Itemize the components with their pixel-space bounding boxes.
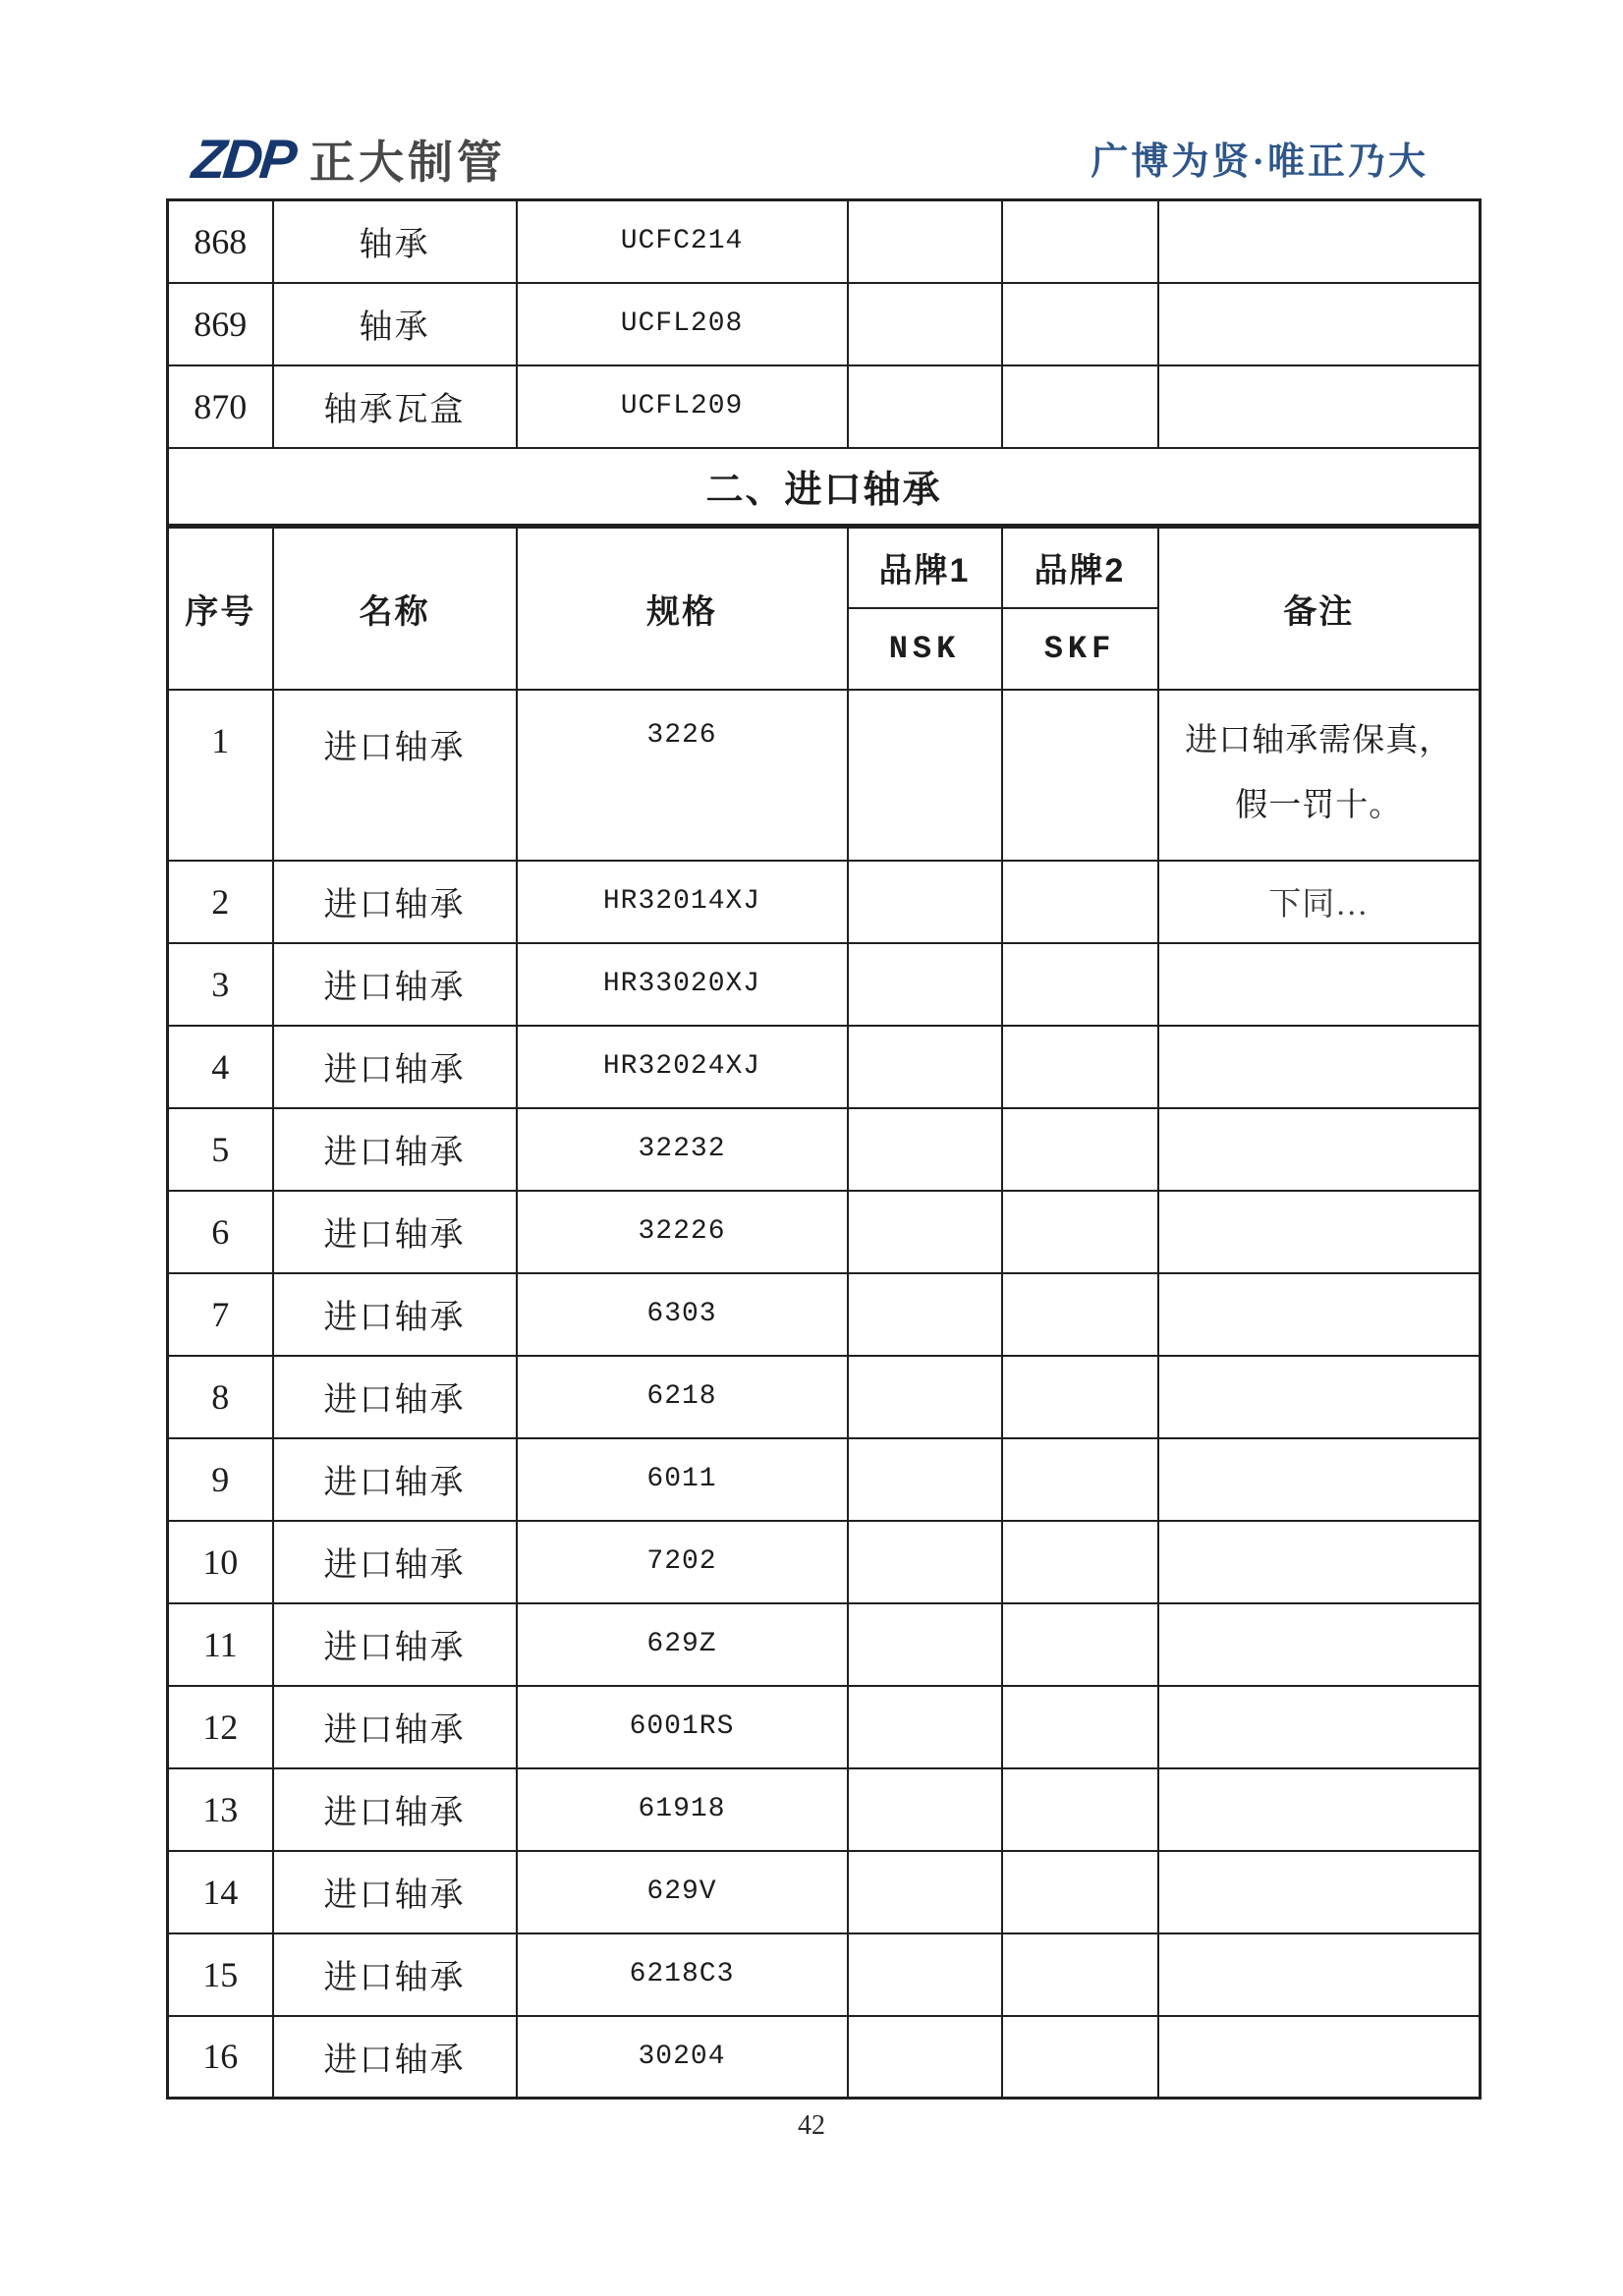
table-row [168, 200, 1481, 283]
cell-brand1 [848, 1191, 1002, 1273]
cell-remark [1158, 1026, 1481, 1108]
cell-brand1 [848, 200, 1002, 283]
brand2-value: SKF [1002, 608, 1158, 690]
cell-spec: 32232 [517, 1108, 848, 1191]
cell-serial: 870 [168, 365, 273, 448]
cell-remark [1158, 1768, 1481, 1851]
cell-brand2 [1002, 1026, 1158, 1108]
cell-brand1 [848, 2016, 1002, 2099]
cell-brand1 [848, 690, 1002, 861]
cell-remark [1158, 1356, 1481, 1438]
cell-name: 进口轴承 [273, 1191, 517, 1273]
cell-serial: 9 [168, 1438, 273, 1521]
cell-name: 进口轴承 [273, 1933, 517, 2016]
cell-name: 进口轴承 [273, 1851, 517, 1933]
cell-spec: HR33020XJ [517, 943, 848, 1026]
cell-brand2 [1002, 1686, 1158, 1768]
cell-brand1 [848, 1273, 1002, 1356]
parts-table [166, 198, 1482, 2100]
cell-serial: 15 [168, 1933, 273, 2016]
logo-company-name: 正大制管 [309, 137, 506, 188]
cell-serial: 2 [168, 861, 273, 943]
cell-brand1 [848, 1603, 1002, 1686]
cell-name: 进口轴承 [273, 2016, 517, 2099]
table-row [168, 283, 1481, 365]
cell-brand1 [848, 943, 1002, 1026]
cell-spec: HR32014XJ [517, 861, 848, 943]
cell-spec: 6011 [517, 1438, 848, 1521]
cell-spec: 6218 [517, 1356, 848, 1438]
cell-brand2 [1002, 365, 1158, 448]
cell-brand2 [1002, 200, 1158, 283]
col-header-name: 名称 [273, 527, 517, 690]
table-row [168, 1768, 1481, 1851]
cell-serial: 6 [168, 1191, 273, 1273]
cell-name: 进口轴承 [273, 1686, 517, 1768]
table-row [168, 2016, 1481, 2099]
section-title-row [168, 448, 1481, 527]
cell-name: 进口轴承 [273, 861, 517, 943]
cell-brand1 [848, 1768, 1002, 1851]
cell-spec: UCFL208 [517, 283, 848, 365]
cell-brand2 [1002, 1356, 1158, 1438]
column-header-row [168, 527, 1481, 608]
cell-serial: 8 [168, 1356, 273, 1438]
cell-remark [1158, 1851, 1481, 1933]
cell-serial: 14 [168, 1851, 273, 1933]
table-row [168, 861, 1481, 943]
cell-brand2 [1002, 690, 1158, 861]
col-header-remark: 备注 [1158, 527, 1481, 690]
cell-remark [1158, 1273, 1481, 1356]
cell-brand1 [848, 1686, 1002, 1768]
table-row [168, 690, 1481, 861]
cell-spec: 7202 [517, 1521, 848, 1603]
cell-name: 轴承瓦盒 [273, 365, 517, 448]
cell-name: 进口轴承 [273, 1356, 517, 1438]
cell-serial: 4 [168, 1026, 273, 1108]
table-row [168, 1273, 1481, 1356]
cell-spec: 629V [517, 1851, 848, 1933]
cell-brand2 [1002, 1438, 1158, 1521]
section-and-header [168, 448, 1481, 690]
cell-spec: 32226 [517, 1191, 848, 1273]
cell-name: 进口轴承 [273, 1026, 517, 1108]
cell-remark [1158, 1191, 1481, 1273]
cell-name: 进口轴承 [273, 943, 517, 1026]
cell-spec: UCFL209 [517, 365, 848, 448]
cell-remark [1158, 2016, 1481, 2099]
table-row [168, 1191, 1481, 1273]
cell-spec: 6001RS [517, 1686, 848, 1768]
cell-serial: 7 [168, 1273, 273, 1356]
cell-brand2 [1002, 283, 1158, 365]
table-row [168, 1933, 1481, 2016]
cell-remark [1158, 1686, 1481, 1768]
cell-remark [1158, 365, 1481, 448]
cell-brand2 [1002, 861, 1158, 943]
cell-name: 进口轴承 [273, 1768, 517, 1851]
page-number: 42 [798, 2110, 825, 2141]
cell-remark [1158, 1108, 1481, 1191]
cell-brand1 [848, 1521, 1002, 1603]
cell-brand2 [1002, 1521, 1158, 1603]
cell-brand1 [848, 861, 1002, 943]
table-row [168, 1356, 1481, 1438]
table-row [168, 943, 1481, 1026]
cell-remark [1158, 690, 1481, 861]
cell-brand1 [848, 1438, 1002, 1521]
cell-remark [1158, 1933, 1481, 2016]
cell-brand2 [1002, 943, 1158, 1026]
company-logo [189, 128, 506, 190]
cell-spec: 3226 [517, 690, 848, 861]
remark-line: 假一罚十。 [1235, 787, 1403, 823]
table-row [168, 365, 1481, 448]
cell-serial: 3 [168, 943, 273, 1026]
cell-spec: UCFC214 [517, 200, 848, 283]
cell-brand2 [1002, 1191, 1158, 1273]
cell-brand2 [1002, 1933, 1158, 2016]
cell-serial: 13 [168, 1768, 273, 1851]
cell-brand1 [848, 1851, 1002, 1933]
cell-name: 进口轴承 [273, 1273, 517, 1356]
cell-brand2 [1002, 1273, 1158, 1356]
cell-remark [1158, 1603, 1481, 1686]
table-row [168, 1026, 1481, 1108]
table-row [168, 1603, 1481, 1686]
cell-spec: 61918 [517, 1768, 848, 1851]
brand1-value: NSK [848, 608, 1002, 690]
cell-brand1 [848, 1026, 1002, 1108]
table-row [168, 1851, 1481, 1933]
section-title: 二、进口轴承 [168, 448, 1481, 527]
cell-remark [1158, 1521, 1481, 1603]
cell-serial: 11 [168, 1603, 273, 1686]
table-row [168, 1521, 1481, 1603]
cell-spec: HR32024XJ [517, 1026, 848, 1108]
cell-remark [1158, 200, 1481, 283]
cell-name: 进口轴承 [273, 1603, 517, 1686]
cell-remark [1158, 943, 1481, 1026]
cell-serial: 869 [168, 283, 273, 365]
cell-serial: 10 [168, 1521, 273, 1603]
logo-zdp-mark: ZDP [189, 128, 298, 190]
cell-brand1 [848, 1933, 1002, 2016]
remark-line: 进口轴承需保真， [1185, 722, 1453, 758]
cell-name: 轴承 [273, 283, 517, 365]
col-header-brand1: 品牌1 [848, 527, 1002, 608]
previous-section-rows [168, 200, 1481, 448]
cell-remark [1158, 1438, 1481, 1521]
cell-brand1 [848, 1356, 1002, 1438]
cell-spec: 6218C3 [517, 1933, 848, 2016]
cell-brand1 [848, 365, 1002, 448]
cell-spec: 6303 [517, 1273, 848, 1356]
cell-serial: 16 [168, 2016, 273, 2099]
table-row [168, 1686, 1481, 1768]
cell-serial: 1 [168, 690, 273, 861]
cell-remark: 下同… [1158, 861, 1481, 943]
cell-name: 轴承 [273, 200, 517, 283]
cell-serial: 12 [168, 1686, 273, 1768]
table-row [168, 1108, 1481, 1191]
cell-brand1 [848, 1108, 1002, 1191]
table-row [168, 1438, 1481, 1521]
cell-brand2 [1002, 1108, 1158, 1191]
col-header-serial: 序号 [168, 527, 273, 690]
imported-bearing-rows [168, 690, 1481, 2099]
cell-name: 进口轴承 [273, 1438, 517, 1521]
cell-spec: 30204 [517, 2016, 848, 2099]
cell-brand1 [848, 283, 1002, 365]
col-header-spec: 规格 [517, 527, 848, 690]
cell-serial: 868 [168, 200, 273, 283]
cell-brand2 [1002, 1768, 1158, 1851]
header-slogan: 广博为贤·唯正乃大 [1091, 141, 1428, 183]
cell-brand2 [1002, 1603, 1158, 1686]
cell-spec: 629Z [517, 1603, 848, 1686]
cell-remark [1158, 283, 1481, 365]
col-header-brand2: 品牌2 [1002, 527, 1158, 608]
cell-brand2 [1002, 2016, 1158, 2099]
cell-serial: 5 [168, 1108, 273, 1191]
cell-brand2 [1002, 1851, 1158, 1933]
cell-name: 进口轴承 [273, 1521, 517, 1603]
cell-name: 进口轴承 [273, 1108, 517, 1191]
cell-name: 进口轴承 [273, 690, 517, 861]
